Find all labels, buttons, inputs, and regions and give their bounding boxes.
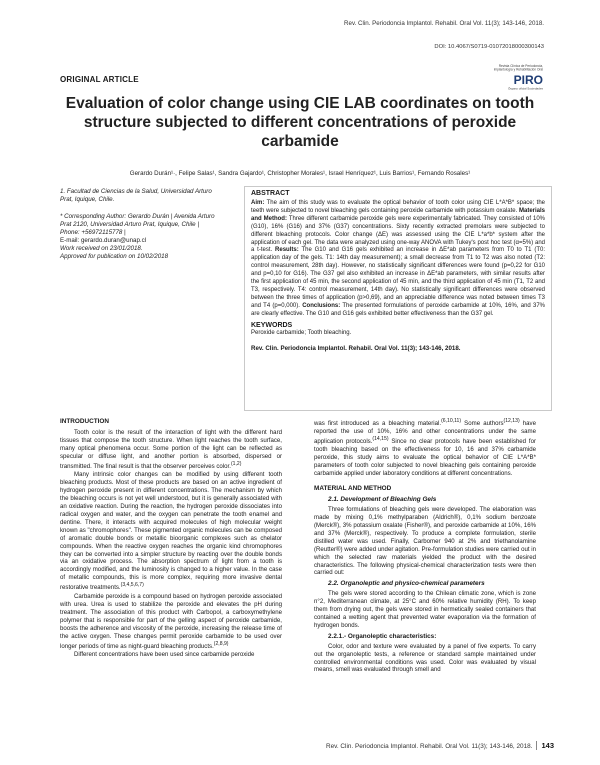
paragraph [60, 471, 282, 592]
page-footer [326, 741, 554, 750]
reference: (12,13) [503, 418, 520, 424]
methods-text: Three different carbamide peroxide gels were experimentally fabricated. They consisted of 10% (G10), 16% (G16) and 37% (G37) concentrations. Sixty recently extracted premolars were subjected to different bleaching protocols. Color change (ΔE) was assessed using the CIE L*a*b* system after the application of each gel. The data were analyzed using one-way ANOVA with Tukey's post hoc test (α=5%) and a t-test. [251, 215, 545, 254]
author-list: Gerardo Durán¹·, Felipe Salas¹, Sandra Gajardo¹, Christopher Morales¹, Israel Henríquez¹, Luis Barrios¹, Fernando Rosales¹ [129, 170, 471, 177]
results-text: The G10 and G16 gels exhibited an increase in ΔE*ab parameters from T0 to T1 (T0: application day of the gels. T1: 14th day measurement); a small decrease from T1 to T2 was also noted (T2: control measurement, 28th day). However, no statistically significant differences were found (p=0,22 for G10 and p=0,10 for G16). The G37 gel also exhibited an increase in ΔE*ab parameters, with similar results after the first application of 45 min, the second application of 45 min, and the third application of 45 min (T1, T2 and T3, respectively. T4: control measurement, 14th day). No statistically significant differences were observed between the three times of application (p>0,69), and an appreciable difference was noted between times T3 and T4 (p=0,000). [251, 247, 545, 309]
paragraph: The gels were stored according to the Chilean climatic zone, which is zone n°2, Mediterranean climate, at 25°C and 60% relative humidity (RH). To keep them from drying out, the gels were stored in hermetically sealed containers that contained a wetting agent that prevented water evaporation via the formation of hydrogen bonds. [314, 590, 536, 629]
received-date: Work received on 23/01/2018. [60, 245, 143, 252]
paragraph: Three formulations of bleaching gels were developed. The elaboration was made by mixing 0,1% methylparaben (Aldrich®), 0,1% sodium benzoate (Merck®), 3% potassium oxalate (Fisher®), and peroxide carbamide at 10%, 16% and 37% (Merck®), respectively. To produce a complete formulation, sterile distilled water was used. Finally, Carbomer 940 at 2% and triethanolamine (Reutter®) were added under agitation. Pre-formulation studies were carried out in which the selected raw materials yielded the product with the desired characteristics. The following physical-chemical characterization tests were then carried out: [314, 506, 536, 577]
left-column [60, 418, 282, 660]
subsection-heading: 2.2. Organoleptic and physico-chemical parameters [328, 580, 485, 588]
svg-text:PIRO: PIRO [513, 73, 543, 87]
article-title: Evaluation of color change using CIE LAB coordinates on tooth structure subjected to different concentrations of peroxide carbamide [65, 95, 535, 150]
paragraph: Different concentrations have been used since carbamide peroxide [74, 651, 255, 659]
paragraph-text: Carbamide peroxide is a compound based on hydrogen peroxide associated with urea. Urea is used to stabilize the peroxide and elevates the pH during treatment. The association of this product with Carbopol, a carboxymethylene polymer that is responsible for part of the gelling aspect of peroxide carbamide, boosts the adherence and viscosity of the peroxide, increasing the release time of the active oxygen. These changes permit peroxide carbamide to be used over longer periods of time as night-guard bleaching products. [60, 593, 282, 650]
piro-logo-icon [494, 60, 544, 92]
running-header: Rev. Clin. Periodoncia Implantol. Rehabil. Oral Vol. 11(3); 143-146, 2018. [344, 20, 544, 27]
paragraph-text: Since no clear protocols have been established for tooth bleaching based on the effectiveness for 10, 16 and 37% carbamide peroxide, this study aims to evaluate the optical behavior of CIE L*A*B* parameters of tooth color subjected to novel bleaching gels containing peroxide carbamide applied under laboratory conditions at different concentrations. [314, 437, 537, 477]
doi[interactable]: DOI: 10.4067/S0719-01072018000300143 [434, 44, 544, 50]
author-email[interactable]: E-mail: gerardo.duran@unap.cl [60, 237, 147, 244]
paragraph-text: Some authors [461, 420, 504, 428]
page-number: 143 [536, 741, 554, 750]
corresponding-author: * Corresponding Author: Gerardo Durán | Avenida Arturo Prat 2120, Universidad Arturo Prat, Iquique, Chile | Phone: +56972115778 | [60, 213, 215, 236]
reference: (14,15) [372, 435, 389, 442]
methods-label: Materials and Method: [251, 207, 545, 222]
paragraph: Color, odor and texture were evaluated by a panel of five experts. To carry out the organoleptic tests, a reference or standard sample maintained under controlled environmental conditions was used. Color was evaluated by visual means, smell was evaluated through smell and [314, 642, 536, 674]
introduction-heading: INTRODUCTION [60, 418, 109, 425]
svg-text:Implantología y Rehabilitación: Implantología y Rehabilitación Oral [494, 67, 543, 72]
paragraph-text: was first introduced as a bleaching material. [314, 420, 442, 428]
right-column [314, 418, 536, 675]
citation: Rev. Clin. Periodoncia Implantol. Rehabil. Oral Vol. 11(3); 143-146, 2018. [251, 344, 461, 352]
reference: (2,8,9) [213, 640, 229, 647]
approved-date: Approved for publication on 10/02/2018 [60, 253, 169, 260]
affiliation: 1. Facultad de Ciencias de la Salud, Universidad Arturo Prat, Iquique, Chile. [60, 188, 212, 203]
reference: (6,10,11) [441, 418, 462, 424]
svg-text:Órgano oficial Sociedades: Órgano oficial Sociedades [507, 86, 543, 91]
keywords: Peroxide carbamide; Tooth bleaching. [251, 329, 352, 336]
results-label: Results: [272, 247, 299, 254]
abstract-body [251, 200, 545, 319]
paragraph [314, 418, 536, 477]
abstract-box [244, 186, 552, 411]
footer-journal: Rev. Clin. Periodoncia Implantol. Rehabil. Oral Vol. 11(3); 143-146, 2018. [325, 743, 533, 750]
reference: (3,4,5,6,7) [120, 582, 144, 589]
paragraph-text: Many intrinsic color changes can be modified by using different tooth bleaching products. Most of these products are based on an active ingredient of hydrogen peroxide present in different concentrations. The mechanism by which the bleaching occurs is not yet well understood, but it is generally associated with an oxidative reaction. During the reaction, the hydrogen peroxide dissociates into radical oxygen and water, and the oxygen can penetrate the tooth enamel and dentine. There, it interacts with acquired molecules of high molecular weight known as "chromophores". These pigmented organic molecules can be composed of aromatic double bonds or metallic bioorganic complexes such as chelator compounds. When the reactive oxygen reaches the organic kind chromophores they can be converted into a simpler structure by reacting over the double bonds via an oxidative process. The absorption spectrum of light from a tooth is accordingly modified, and the luminosity is changed to a higher value. In the case of metallic compounds, this is more complex, requiring more invasive dental restorative treatments. [60, 471, 282, 592]
aim-label: Aim: [251, 200, 265, 206]
correspondence-block [60, 213, 220, 261]
abstract-heading: ABSTRACT [251, 190, 290, 197]
subsection-heading: 2.2.1.- Organoleptic characteristics: [328, 632, 437, 640]
aim-text: The aim of this study was to evaluate the optical behavior of tooth color using CIE L*A*B* space; the teeth were subjected to novel bleaching gels containing peroxide carbamide with potassium oxalate. [251, 200, 545, 214]
paragraph [60, 429, 282, 471]
section-label: ORIGINAL ARTICLE [60, 75, 139, 84]
paragraph-text: have reported the use of 10%, 16% and other concentrations under the same application protocols. [314, 420, 536, 445]
methods-heading: MATERIAL AND METHOD [314, 485, 392, 493]
paragraph [60, 593, 282, 650]
conclusions-text: The presented formulations of peroxide carbamide at 10%, 16%, and 37% are clearly effective. The G10 and G16 gels exhibited better effectiveness than the G37 gel. [251, 302, 546, 317]
svg-text:Revista Clínica de Periodoncia: Revista Clínica de Periodoncia, [498, 64, 543, 68]
journal-logo [494, 60, 544, 92]
keywords-heading: KEYWORDS [251, 321, 293, 329]
paragraph-text: Tooth color is the result of the interaction of light with the different hard tissues that compose the tooth structure. When light reaches the tooth surface, many optical phenomena occur. Some portion of the light can be reflected as specular or diffuse light, and another portion is absorbed, dispersed or transmitted. The final result is that the observer perceives color. [60, 428, 282, 470]
reference: (1,2) [230, 460, 242, 467]
subsection-heading: 2.1. Development of Bleaching Gels [328, 496, 437, 504]
conclusions-label: Conclusions: [299, 302, 341, 309]
